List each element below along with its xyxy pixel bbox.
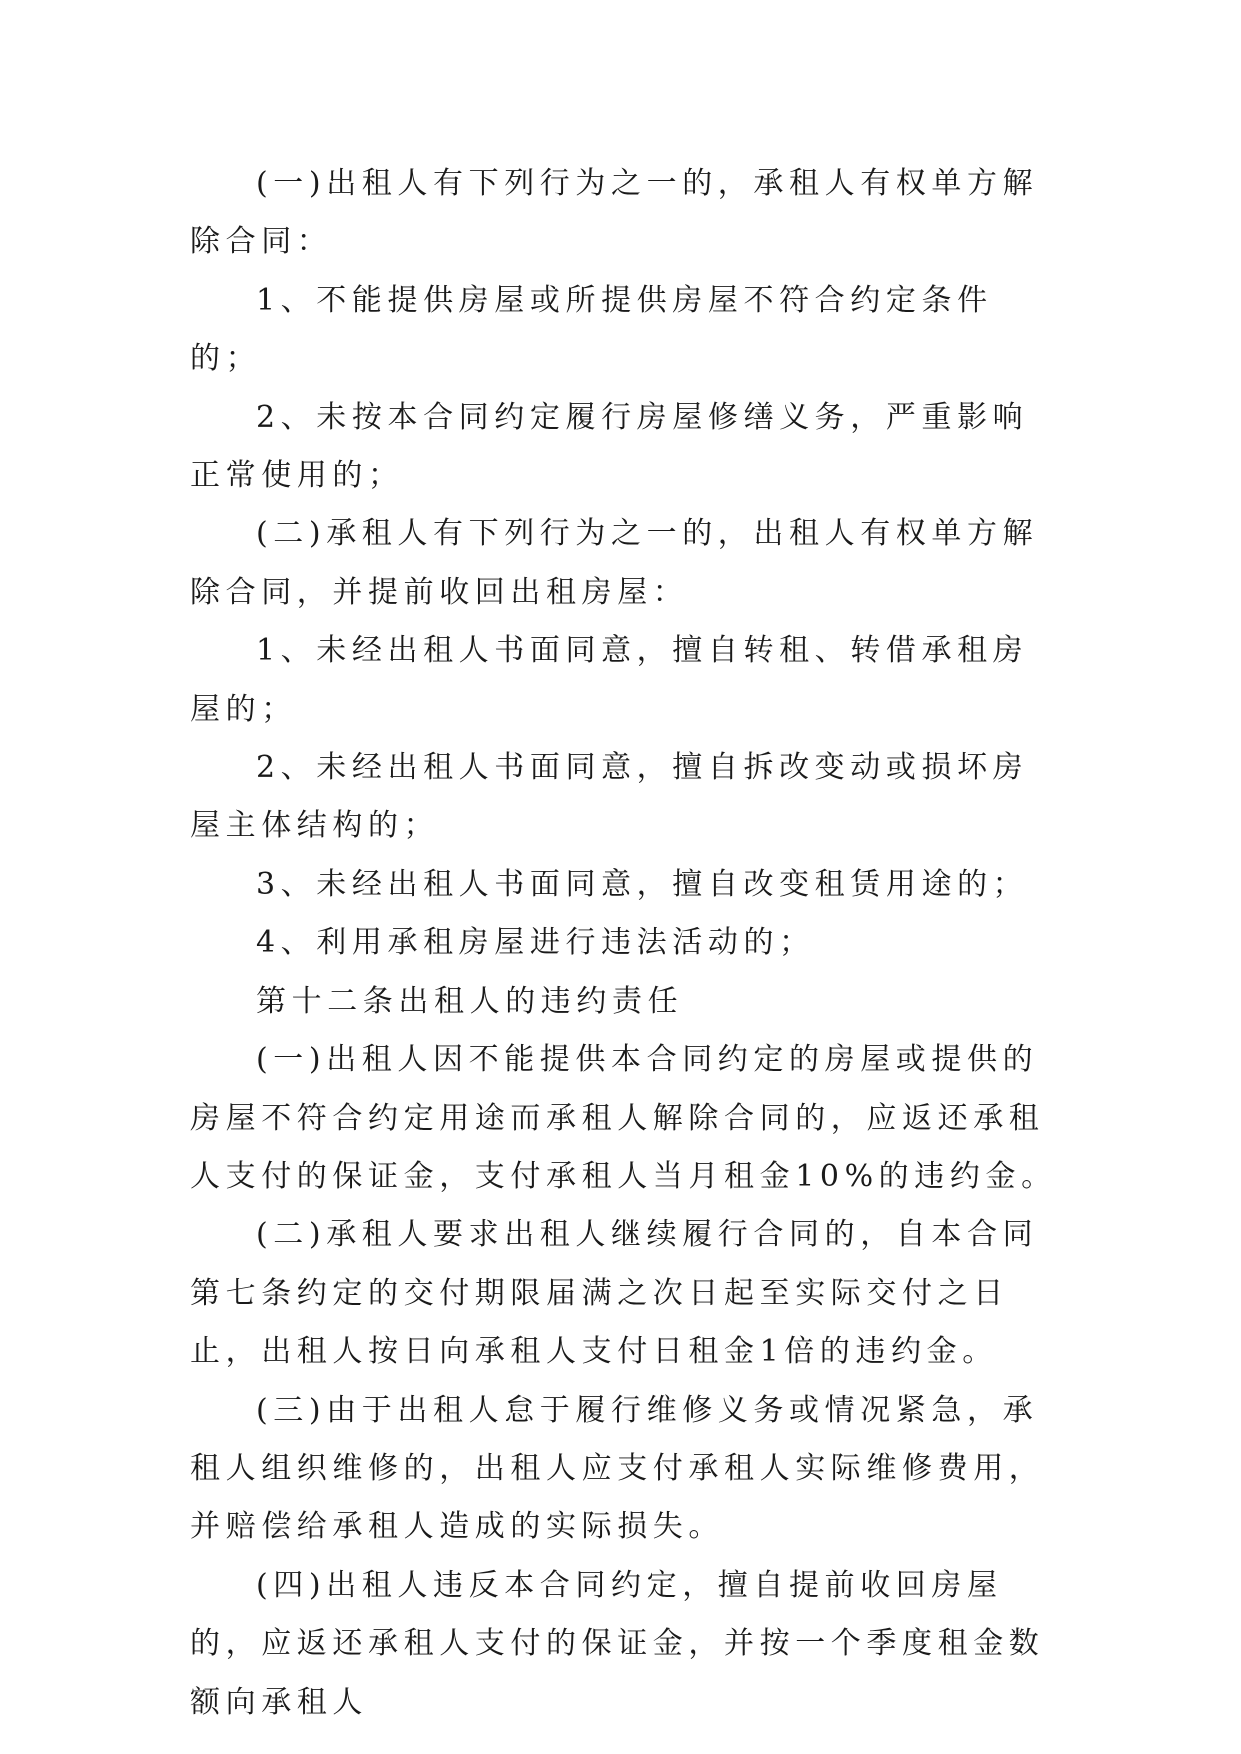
paragraph-liability-4: (四)出租人违反本合同约定，擅自提前收回房屋的，应返还承租人支付的保证金，并按一个季度租金数额向承租人 [190, 1567, 1045, 1720]
document-body [190, 155, 1058, 1732]
section-heading-article-12: 第十二条出租人的违约责任 [256, 983, 684, 1019]
paragraph-lessor-breach-termination: (一)出租人有下列行为之一的，承租人有权单方解除合同： [190, 166, 1039, 260]
paragraph-item-4-illegal: 4、利用承租房屋进行违法活动的； [256, 925, 815, 961]
paragraph-liability-3: (三)由于出租人怠于履行维修义务或情况紧急，承租人组织维修的，出租人应支付承租人实际维修费用，并赔偿给承租人造成的实际损失。 [190, 1392, 1045, 1545]
paragraph-liability-2: (二)承租人要求出租人继续履行合同的，自本合同第七条约定的交付期限届满之次日起至实际交付之日止，出租人按日向承租人支付日租金1倍的违约金。 [190, 1217, 1039, 1370]
paragraph-item-2-no-repair: 2、未按本合同约定履行房屋修缮义务，严重影响正常使用的； [190, 399, 1029, 494]
paragraph-lessee-breach-termination: (二)承租人有下列行为之一的，出租人有权单方解除合同，并提前收回出租房屋： [190, 516, 1039, 610]
paragraph-item-2-structure: 2、未经出租人书面同意，擅自拆改变动或损坏房屋主体结构的； [190, 750, 1029, 844]
paragraph-item-1-sublet: 1、未经出租人书面同意，擅自转租、转借承租房屋的； [190, 633, 1029, 727]
paragraph-liability-1: (一)出租人因不能提供本合同约定的房屋或提供的房屋不符合约定用途而承租人解除合同的，应返还承租人支付的保证金，支付承租人当月租金10%的违约金。 [190, 1042, 1057, 1194]
paragraph-item-1-no-house: 1、不能提供房屋或所提供房屋不符合约定条件的； [190, 282, 993, 377]
paragraph-item-3-usage: 3、未经出租人书面同意，擅自改变租赁用途的； [256, 866, 1029, 902]
